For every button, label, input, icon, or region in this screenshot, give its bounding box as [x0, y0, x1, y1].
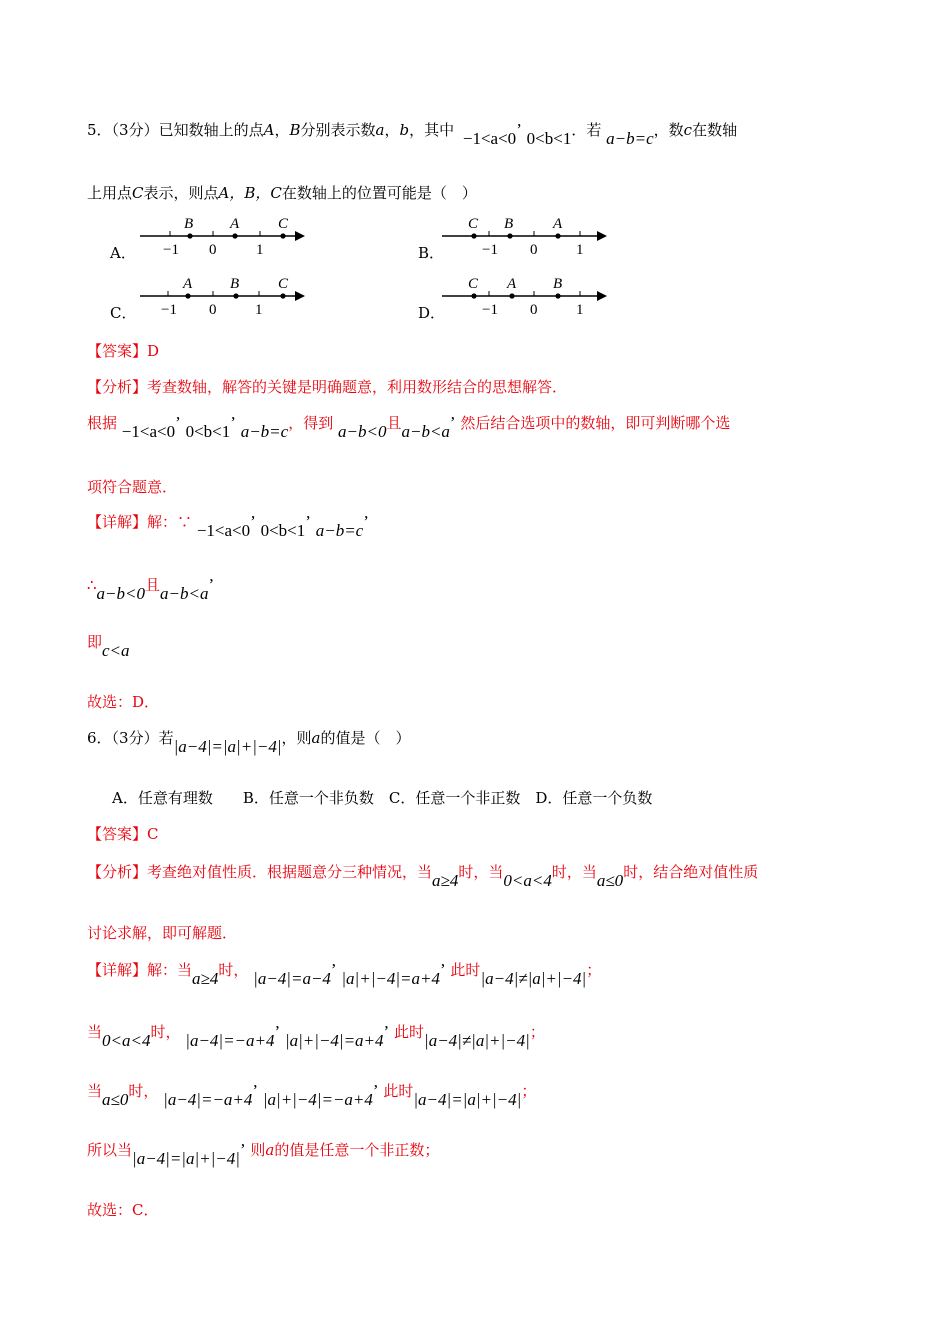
point-dot: [232, 233, 237, 238]
math-expr: a−b<0: [96, 584, 145, 603]
sep: ’: [383, 1022, 390, 1041]
text: 即: [87, 633, 103, 651]
point-dot: [509, 293, 514, 298]
math-expr: a−b=c: [240, 422, 289, 441]
arrow-head: [597, 291, 607, 301]
points-ABC: A，B，C: [218, 184, 282, 202]
q5-stem-text: ．若: [571, 121, 602, 139]
var-C: C: [132, 184, 144, 202]
q5-option-a[interactable]: [110, 242, 136, 263]
q6-condition: |a−4|=|a|+|−4|: [173, 737, 282, 756]
point-dot: [280, 293, 285, 298]
sep: ’: [175, 413, 181, 432]
math-expr: a−b<a: [401, 422, 450, 441]
number-line-a: [135, 210, 315, 262]
text: 则: [250, 1141, 266, 1159]
point-label: A: [230, 216, 240, 232]
sep: ’: [516, 120, 522, 139]
point-dot: [233, 293, 238, 298]
therefore-symbol: ∴: [87, 576, 97, 594]
tick-label: 1: [576, 242, 584, 258]
math-expr: |a−4|=|a|+|−4|: [132, 1149, 240, 1168]
q6-stem: [87, 728, 411, 756]
math-expr: |a|+|−4|=a+4: [341, 969, 440, 988]
sep: ’: [252, 1081, 259, 1100]
sep: ；: [586, 961, 602, 979]
detail-label: 【详解】解：当: [87, 961, 193, 979]
point-dot: [187, 233, 192, 238]
q5-stem-text: 表示，则点: [143, 184, 219, 202]
q6-analysis-line1: [87, 862, 759, 890]
tick-label: 1: [256, 242, 264, 258]
option-label: C．: [110, 304, 137, 322]
point-label: C: [278, 216, 289, 232]
point-label: B: [553, 276, 563, 292]
q6-detail-line3: [87, 1081, 537, 1109]
q5-stem-text: 在数轴上的位置可能是（ ）: [281, 184, 477, 202]
point-label: B: [230, 276, 240, 292]
sep: ’: [372, 1081, 379, 1100]
q6-stem-text: 的值是（ ）: [320, 729, 411, 747]
q5-condition-3: a−b=c: [606, 129, 654, 148]
sep: ，: [384, 121, 400, 139]
math-expr: a≥4: [432, 871, 459, 890]
q5-analysis-line3: 项符合题意．: [87, 478, 178, 496]
point-label: B: [504, 216, 514, 232]
var-a: a: [265, 1141, 275, 1159]
tick-label: 1: [255, 302, 263, 318]
var-B: B: [289, 121, 301, 139]
var-a: a: [375, 121, 385, 139]
text: 此时: [383, 1082, 414, 1100]
sep: ；: [529, 1023, 545, 1041]
tick-label: 0: [209, 302, 217, 318]
point-dot: [185, 293, 190, 298]
sep: ；: [521, 1082, 537, 1100]
tick-label: −1: [161, 302, 177, 318]
math-expr: |a|+|−4|=a+4: [284, 1031, 384, 1050]
text: 且: [386, 414, 402, 432]
tick-label: −1: [482, 302, 498, 318]
q6-detail-line2: [87, 1022, 545, 1050]
q5-condition-2: 0<b<1: [526, 129, 572, 148]
text: 【分析】考查绝对值性质．根据题意分三种情况，当: [87, 863, 433, 881]
point-dot: [280, 233, 285, 238]
point-dot: [507, 233, 512, 238]
point-label: C: [468, 216, 479, 232]
option-label: D．: [418, 304, 446, 322]
math-expr: |a−4|≠|a|+|−4|: [480, 969, 587, 988]
text: 的值是任意一个非正数；: [274, 1141, 440, 1159]
tick-label: 1: [576, 302, 584, 318]
math-expr: |a−4|≠|a|+|−4|: [424, 1031, 530, 1050]
point-dot: [471, 293, 476, 298]
var-a: a: [311, 729, 321, 747]
math-expr: a≥4: [192, 969, 219, 988]
sep: ’: [363, 512, 369, 531]
q5-analysis-line2: [87, 413, 731, 441]
q5-detail-line3: [87, 632, 130, 660]
var-b: b: [399, 121, 410, 139]
text: 时，: [150, 1023, 181, 1041]
q5-detail-line1: [87, 512, 369, 540]
math-expr: a≤0: [596, 871, 624, 890]
because-symbol: ∵: [177, 513, 193, 531]
math-expr: a≤0: [102, 1090, 129, 1109]
q5-condition-1: −1<a<0: [462, 129, 517, 148]
math-expr: 0<b<1: [260, 521, 306, 540]
text: 所以当: [87, 1141, 133, 1159]
number-line-b: [437, 210, 617, 262]
option-label: A．: [110, 244, 136, 262]
math-expr: |a|+|−4|=−a+4: [262, 1090, 373, 1109]
text: ，得到: [288, 414, 334, 432]
q6-summary: [87, 1140, 440, 1168]
sep: ，: [653, 121, 669, 139]
tick-label: 0: [530, 242, 538, 258]
q6-stem-text: ，则: [281, 729, 312, 747]
point-label: A: [553, 216, 563, 232]
number-line-c: [135, 270, 315, 322]
tick-label: 0: [530, 302, 538, 318]
sep: ，: [274, 121, 290, 139]
tick-label: 0: [209, 242, 217, 258]
text: 当: [87, 1023, 103, 1041]
q6-choose: 故选：C．: [87, 1201, 159, 1219]
math-expr: |a−4|=|a|+|−4|: [413, 1090, 522, 1109]
point-label: C: [278, 276, 289, 292]
text: 时，: [218, 961, 249, 979]
text: 时，当: [458, 863, 504, 881]
math-expr: c<a: [102, 641, 130, 660]
q5-stem-text: 数: [668, 121, 684, 139]
option-label: B．: [418, 244, 445, 262]
q5-analysis: 【分析】考查数轴，解答的关键是明确题意，利用数形结合的思想解答．: [87, 378, 568, 396]
text: 根据: [87, 414, 118, 432]
math-expr: |a−4|=−a+4: [163, 1090, 253, 1109]
tick-label: −1: [482, 242, 498, 258]
point-dot: [555, 293, 560, 298]
q5-answer: 【答案】D: [87, 342, 160, 360]
q5-stem-text: 在数轴: [692, 121, 738, 139]
q6-analysis-line2: 讨论求解，即可解题．: [87, 924, 238, 942]
math-expr: −1<a<0: [196, 521, 251, 540]
text: 时，当: [551, 863, 597, 881]
tick-label: −1: [163, 242, 179, 258]
math-expr: a−b<a: [160, 584, 209, 603]
arrow-head: [597, 231, 607, 241]
q6-options[interactable]: A．任意有理数 B．任意一个非负数 C．任意一个非正数 D．任意一个负数: [112, 789, 653, 807]
arrow-head: [295, 231, 305, 241]
q5-stem-line2: [87, 183, 477, 203]
point-dot: [555, 233, 560, 238]
sep: ’: [208, 575, 215, 594]
var-A: A: [263, 121, 275, 139]
math-expr: −1<a<0: [121, 422, 176, 441]
math-expr: 0<a<4: [503, 871, 552, 890]
sep: ’: [439, 960, 446, 979]
arrow-head: [295, 291, 305, 301]
text: 时，: [128, 1082, 159, 1100]
sep: ’: [250, 512, 256, 531]
q5-stem-text: 上用点: [87, 184, 133, 202]
sep: ’: [274, 1022, 281, 1041]
math-expr: 0<b<1: [185, 422, 231, 441]
sep: ’: [230, 413, 236, 432]
math-expr: a−b<0: [338, 422, 387, 441]
point-label: A: [183, 276, 193, 292]
q6-detail-line1: [87, 960, 602, 988]
text: 此时: [450, 961, 481, 979]
text: 时，结合绝对值性质: [623, 863, 759, 881]
math-expr: |a−4|=−a+4: [185, 1031, 275, 1050]
q6-stem-text: 6．（3分）若: [87, 729, 174, 747]
detail-label: 【详解】解：: [87, 513, 178, 531]
q5-detail-line2: [87, 575, 215, 603]
q5-stem-text: 5．（3分）已知数轴上的点: [87, 121, 264, 139]
q5-stem-text: 分别表示数: [300, 121, 376, 139]
sep: ’: [305, 512, 311, 531]
point-label: A: [507, 276, 517, 292]
point-dot: [471, 233, 476, 238]
text: 此时: [394, 1023, 425, 1041]
var-c: c: [683, 121, 693, 139]
q5-option-c[interactable]: [110, 302, 136, 323]
sep: ’: [330, 960, 337, 979]
text: 且: [145, 576, 161, 594]
q5-choose: 故选：D．: [87, 693, 160, 711]
q5-stem-text: ，其中: [409, 121, 455, 139]
math-expr: 0<a<4: [102, 1031, 151, 1050]
math-expr: |a−4|=a−4: [253, 969, 331, 988]
q5-stem-line1: [87, 120, 738, 148]
text: 然后结合选项中的数轴，即可判断哪个选: [460, 414, 731, 432]
point-label: B: [184, 216, 194, 232]
number-line-d: [437, 270, 617, 322]
text: 当: [87, 1082, 103, 1100]
sep: ’: [239, 1140, 246, 1159]
sep: ’: [449, 413, 456, 432]
q6-answer: 【答案】C: [87, 825, 159, 843]
math-expr: a−b=c: [315, 521, 364, 540]
point-label: C: [468, 276, 479, 292]
